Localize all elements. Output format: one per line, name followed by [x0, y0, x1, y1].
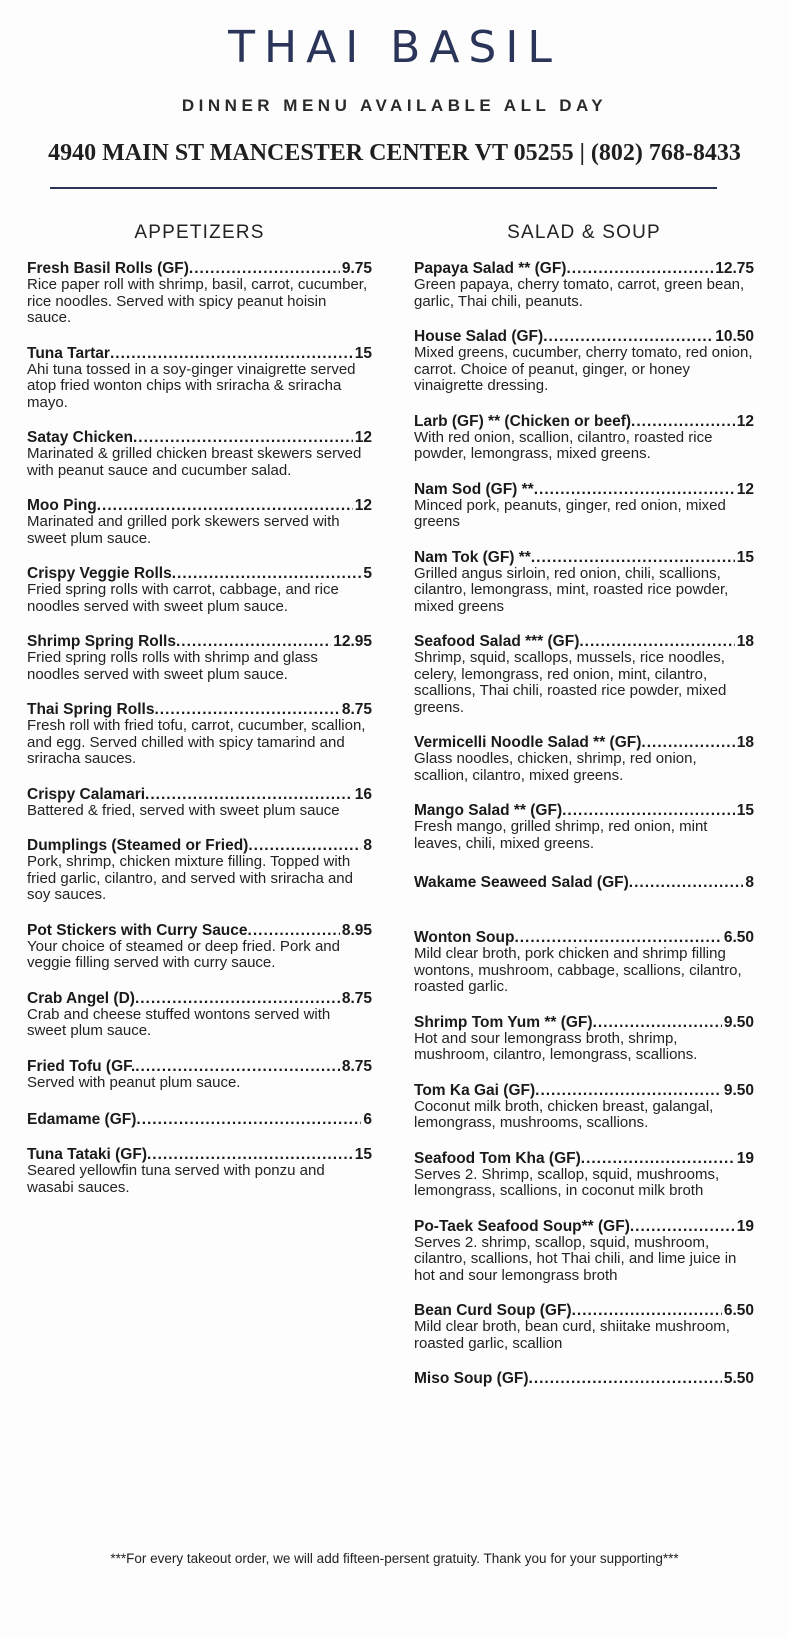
menu-item-name: Larb (GF) ** (Chicken or beef)	[414, 412, 632, 430]
menu-item	[414, 734, 754, 784]
menu-item	[27, 1146, 372, 1196]
menu-item-description: Shrimp, squid, scallops, mussels, rice noodles, celery, lemongrass, red onion, mint, cilantro, scallions, Thai chili, roasted rice powder, mixed greens.	[414, 649, 727, 716]
menu-item-name: Wakame Seaweed Salad (GF)	[414, 874, 629, 891]
menu-item-description: Green papaya, cherry tomato, carrot, green bean, garlic, Thai chili, peanuts.	[414, 276, 745, 310]
menu-item-line	[27, 345, 372, 362]
menu-item-price: 18	[736, 633, 754, 650]
menu-item	[27, 565, 372, 615]
menu-item	[414, 328, 754, 395]
dot-leader	[136, 1111, 361, 1128]
menu-item-name: Shrimp Tom Yum ** (GF)	[414, 1013, 593, 1031]
dot-leader	[110, 345, 353, 362]
dot-leader	[97, 497, 353, 514]
menu-item	[414, 1150, 754, 1200]
menu-item-name: Nam Sod (GF) **	[414, 480, 534, 498]
menu-item-name: Crispy Veggie Rolls	[27, 565, 172, 582]
menu-item	[27, 1111, 372, 1128]
menu-item-line	[414, 1082, 754, 1099]
menu-item-line	[414, 734, 754, 751]
menu-item-price: 8	[745, 874, 754, 891]
menu-item	[414, 481, 754, 531]
menu-item-name: Fresh Basil Rolls (GF)	[27, 260, 189, 277]
menu-item-name: Thai Spring Rolls	[27, 701, 155, 718]
menu-item	[414, 1014, 754, 1064]
menu-item-name: Po-Taek Seafood Soup** (GF)	[414, 1217, 630, 1235]
menu-item-name: Wonton Soup	[414, 929, 515, 946]
menu-item-price: 12	[354, 429, 372, 446]
menu-item-name: Papaya Salad ** (GF)	[414, 260, 567, 277]
appetizers-column	[27, 222, 372, 1214]
menu-item-description: With red onion, scallion, cilantro, roasted rice powder, lemongrass, mixed greens.	[414, 428, 713, 462]
menu-item-name: Mango Salad ** (GF)	[414, 802, 563, 819]
menu-item-price: 6	[363, 1111, 372, 1128]
menu-item-line	[414, 481, 754, 498]
menu-item-description: Mild clear broth, bean curd, shiitake mushroom, roasted garlic, scallion	[414, 1318, 730, 1352]
menu-item-name: Crispy Calamari	[27, 785, 146, 803]
menu-item-price: 15	[354, 344, 372, 362]
dot-leader	[145, 786, 353, 803]
menu-item-line	[27, 633, 372, 650]
menu-item-price: 5	[363, 565, 372, 582]
menu-item	[414, 1370, 754, 1387]
dot-leader	[543, 328, 713, 345]
menu-item-line	[27, 837, 372, 854]
menu-item-price: 6.50	[723, 1302, 754, 1319]
menu-item-description: Serves 2. shrimp, scallop, squid, mushroom, cilantro, scallions, hot Thai chili, and lime juice in hot and sour lemongrass broth	[414, 1233, 737, 1284]
menu-item	[414, 1218, 754, 1285]
dot-leader	[593, 1014, 722, 1031]
menu-item-price: 12	[354, 497, 372, 514]
menu-item-description: Mixed greens, cucumber, cherry tomato, red onion, carrot. Choice of peanut, ginger, or honey vinaigrette dressing.	[414, 344, 753, 394]
menu-item	[27, 990, 372, 1040]
dot-leader	[562, 802, 735, 819]
dot-leader	[248, 837, 361, 854]
dot-leader	[514, 929, 721, 946]
menu-item-name: Shrimp Spring Rolls	[27, 633, 176, 650]
menu-item-line	[27, 497, 372, 514]
dot-leader	[147, 1146, 353, 1163]
menu-item	[414, 413, 754, 463]
menu-item-name: Bean Curd Soup (GF)	[414, 1302, 572, 1319]
dot-leader	[579, 633, 734, 650]
menu-item	[27, 786, 372, 820]
menu-item-name: Satay Chicken	[27, 429, 133, 446]
menu-subtitle: DINNER MENU AVAILABLE ALL DAY	[181, 96, 608, 115]
menu-item-line	[414, 874, 754, 891]
menu-item-price: 15	[736, 802, 754, 819]
menu-item-price: 19	[736, 1217, 754, 1235]
appetizers-list	[27, 260, 372, 1196]
menu-item-price: 10.50	[715, 328, 754, 345]
dot-leader	[135, 1058, 340, 1075]
menu-item-price: 9.50	[723, 1013, 754, 1031]
menu-item-description: Coconut milk broth, chicken breast, galangal, lemongrass, mushrooms, scallions.	[414, 1097, 714, 1131]
menu-item-name: Crab Angel (D)	[27, 989, 135, 1007]
menu-item-line	[414, 1150, 754, 1167]
menu-item	[27, 497, 372, 547]
menu-item-description: Glass noodles, chicken, shrimp, red onion, scallion, cilantro, mixed greens.	[414, 750, 697, 784]
dot-leader	[135, 990, 340, 1007]
dot-leader	[641, 734, 734, 751]
menu-item-line	[414, 413, 754, 430]
menu-item-line	[27, 565, 372, 582]
menu-item-line	[27, 1111, 372, 1128]
dot-leader	[133, 429, 353, 446]
menu-item-price: 12.75	[715, 260, 754, 277]
menu-item-description: Rice paper roll with shrimp, basil, carrot, cucumber, rice noodles. Served with spicy peanut hoisin sauce.	[27, 276, 368, 326]
menu-item-description: Crab and cheese stuffed wontons served with sweet plum sauce.	[27, 1005, 331, 1039]
salad-soup-heading: SALAD & SOUP	[507, 222, 661, 243]
menu-item-line	[414, 549, 754, 566]
menu-item-line	[414, 1370, 754, 1387]
dot-leader	[629, 874, 744, 891]
menu-item-price: 5.50	[723, 1370, 754, 1387]
menu-item-description: Your choice of steamed or deep fried. Pork and veggie filling served with curry sauce.	[27, 937, 340, 971]
menu-item-description: Marinated & grilled chicken breast skewers served with peanut sauce and cucumber salad.	[27, 445, 362, 479]
menu-item-description: Ahi tuna tossed in a soy-ginger vinaigrette served atop fried wonton chips with sriracha & sriracha mayo.	[27, 360, 356, 411]
dot-leader	[154, 701, 339, 718]
menu-item-name: Tuna Tataki (GF)	[27, 1146, 147, 1163]
menu-item-line	[414, 633, 754, 650]
dot-leader	[535, 1082, 722, 1099]
dot-leader	[176, 633, 331, 650]
takeout-gratuity-note: ***For every takeout order, we will add fifteen-persent gratuity. Thank you for your supporting***	[110, 1551, 679, 1566]
menu-item-price: 8	[363, 837, 372, 854]
menu-item	[27, 345, 372, 412]
menu-item-line	[414, 328, 754, 345]
menu-item-name: Seafood Salad *** (GF)	[414, 633, 580, 650]
menu-item-line	[414, 260, 754, 277]
menu-item	[414, 549, 754, 616]
menu-item-name: Edamame (GF)	[27, 1111, 137, 1128]
menu-item-description: Marinated and grilled pork skewers served with sweet plum sauce.	[27, 513, 340, 547]
dot-leader	[630, 1218, 735, 1235]
menu-item-price: 8.75	[341, 989, 372, 1007]
menu-item-line	[414, 1218, 754, 1235]
menu-item-description: Fresh roll with fried tofu, carrot, cucumber, scallion, and egg. Served chilled with spicy tamarind and sriracha sauces.	[27, 717, 366, 767]
menu-item	[27, 260, 372, 327]
menu-item-name: House Salad (GF)	[414, 328, 544, 345]
menu-item-line	[27, 922, 372, 939]
menu-item	[414, 929, 754, 996]
menu-item	[27, 1058, 372, 1092]
menu-item-line	[414, 1014, 754, 1031]
menu-item	[27, 837, 372, 904]
dot-leader	[631, 413, 735, 430]
menu-item-price: 6.50	[723, 929, 754, 946]
dot-leader	[534, 481, 735, 498]
menu-item	[27, 429, 372, 479]
menu-item-line	[27, 786, 372, 803]
appetizers-heading: APPETIZERS	[134, 222, 265, 243]
menu-item-name: Pot Stickers with Curry Sauce	[27, 921, 248, 939]
header-divider	[50, 187, 717, 189]
menu-item	[414, 260, 754, 310]
menu-item-description: Mild clear broth, pork chicken and shrimp filling wontons, mushroom, cabbage, scallions, cilantro, roasted garlic.	[414, 945, 742, 995]
menu-item-description: Grilled angus sirloin, red onion, chili, scallions, cilantro, lemongrass, mint, roasted rice powder, mixed greens	[414, 564, 729, 615]
menu-item-line	[27, 260, 372, 277]
menu-item	[27, 701, 372, 768]
menu-item-description: Hot and sour lemongrass broth, shrimp, mushroom, cilantro, lemongrass, scallions.	[414, 1029, 698, 1063]
restaurant-address: 4940 MAIN ST MANCESTER CENTER VT 05255 | (802) 768-8433	[48, 140, 741, 166]
menu-item-price: 8.75	[341, 1057, 372, 1075]
menu-item-line	[414, 929, 754, 946]
menu-item-price: 15	[736, 548, 754, 566]
menu-item-line	[27, 1058, 372, 1075]
dot-leader	[248, 922, 340, 939]
dot-leader	[529, 1370, 722, 1387]
menu-item-price: 16	[354, 785, 372, 803]
menu-item-name: Nam Tok (GF) **	[414, 548, 531, 566]
menu-item-line	[27, 429, 372, 446]
menu-item-line	[414, 802, 754, 819]
menu-item-price: 19	[736, 1149, 754, 1167]
menu-item-name: Fried Tofu (GF.	[27, 1057, 136, 1075]
dot-leader	[566, 260, 713, 277]
menu-item-description: Fresh mango, grilled shrimp, red onion, mint leaves, chili, mixed greens.	[414, 818, 708, 852]
menu-item-name: Tuna Tartar	[27, 344, 110, 362]
menu-item-description: Minced pork, peanuts, ginger, red onion, mixed greens	[414, 496, 726, 530]
dot-leader	[572, 1302, 722, 1319]
menu-item	[414, 1302, 754, 1352]
menu-item-name: Dumplings (Steamed or Fried)	[27, 837, 249, 854]
menu-item	[414, 802, 754, 852]
dot-leader	[531, 549, 735, 566]
menu-item-name: Tom Ka Gai (GF)	[414, 1081, 536, 1099]
menu-item-name: Miso Soup (GF)	[414, 1370, 529, 1387]
dot-leader	[189, 260, 340, 277]
salad-soup-list	[414, 260, 754, 1387]
menu-item-description: Fried spring rolls rolls with shrimp and glass noodles served with sweet plum sauce.	[27, 649, 318, 683]
menu-item-description: Battered & fried, served with sweet plum sauce	[27, 801, 340, 819]
menu-item-description: Fried spring rolls with carrot, cabbage, and rice noodles served with sweet plum sauce.	[27, 581, 339, 615]
menu-item-price: 12	[736, 480, 754, 498]
menu-item-description: Served with peanut plum sauce.	[27, 1073, 241, 1091]
menu-item-line	[27, 1146, 372, 1163]
restaurant-title: THAI BASIL	[228, 22, 561, 73]
menu-item	[27, 922, 372, 972]
dot-leader	[581, 1150, 735, 1167]
menu-item-price: 12.95	[333, 633, 372, 650]
menu-item-description: Pork, shrimp, chicken mixture filling. Topped with fried garlic, cilantro, and served with sriracha and soy sauces.	[27, 853, 353, 903]
menu-item-name: Seafood Tom Kha (GF)	[414, 1149, 581, 1167]
dot-leader	[172, 565, 362, 582]
menu-item-line	[27, 990, 372, 1007]
menu-item-price: 9.75	[341, 260, 372, 277]
menu-item-price: 15	[354, 1146, 372, 1163]
menu-item-price: 8.75	[341, 701, 372, 718]
menu-item	[414, 874, 754, 891]
salad-soup-column	[414, 222, 754, 1405]
menu-item-price: 12	[736, 412, 754, 430]
menu-item	[27, 633, 372, 683]
menu-item-price: 18	[736, 734, 754, 751]
menu-item-name: Moo Ping	[27, 497, 97, 514]
menu-item-name: Vermicelli Noodle Salad ** (GF)	[414, 734, 642, 751]
menu-item	[414, 1082, 754, 1132]
menu-item-price: 8.95	[341, 921, 372, 939]
menu-item-line	[414, 1302, 754, 1319]
menu-item-price: 9.50	[723, 1081, 754, 1099]
menu-item	[414, 633, 754, 716]
menu-item-description: Serves 2. Shrimp, scallop, squid, mushrooms, lemongrass, scallions, in coconut milk broth	[414, 1165, 720, 1199]
menu-item-line	[27, 701, 372, 718]
menu-item-description: Seared yellowfin tuna served with ponzu and wasabi sauces.	[27, 1162, 325, 1196]
